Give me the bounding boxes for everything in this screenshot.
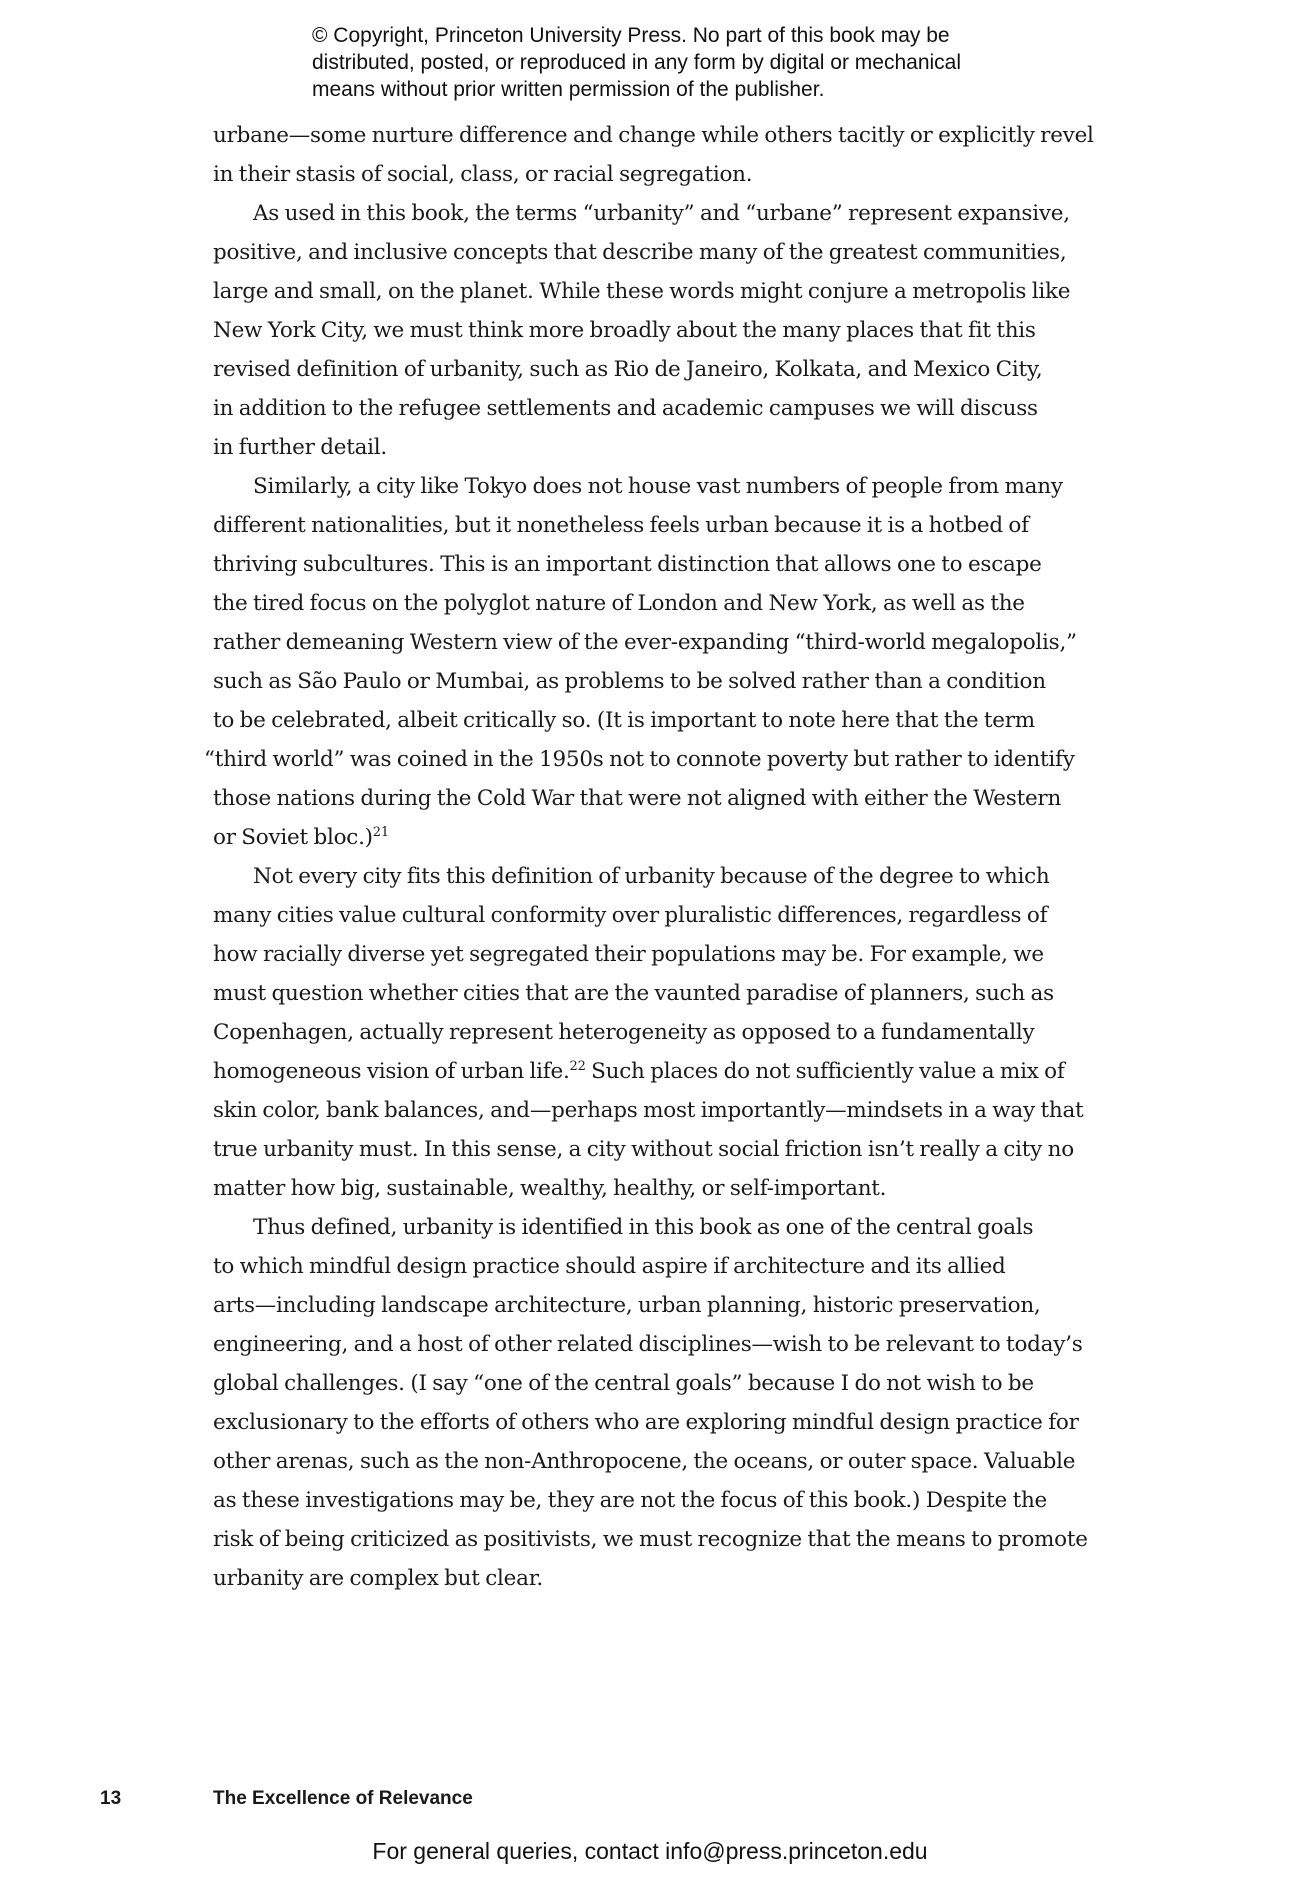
copyright-line: © Copyright, Princeton University Press. No part of this book may be [312,24,950,47]
text-line: as these investigations may be, they are not the focus of this book.) Despite the [213,1488,1048,1513]
text-fragment: homogeneous vision of urban life. [213,1059,570,1084]
text-line: revised definition of urbanity, such as Rio de Janeiro, Kolkata, and Mexico City, [213,357,1043,382]
copyright-notice [312,22,1072,103]
text-line: Copenhagen, actually represent heterogeneity as opposed to a fundamentally [213,1020,1035,1045]
footnote-reference[interactable]: 21 [372,824,389,840]
paragraph-start: Thus defined, urbanity is identified in this book as one of the central goals [253,1215,1034,1240]
text-line: positive, and inclusive concepts that describe many of the greatest communities, [213,240,1067,265]
text-line: such as São Paulo or Mumbai, as problems to be solved rather than a condition [213,669,1046,694]
text-line: rather demeaning Western view of the ever-expanding “third-world megalopolis,” [213,630,1077,655]
text-line: large and small, on the planet. While these words might conjure a metropolis like [213,279,1071,304]
paragraph-start: As used in this book, the terms “urbanity” and “urbane” represent expansive, [253,201,1070,226]
paragraph-start: Similarly, a city like Tokyo does not house vast numbers of people from many [253,474,1063,499]
footnote-reference[interactable]: 22 [569,1058,586,1074]
text-line: different nationalities, but it nonetheless feels urban because it is a hotbed of [213,513,1029,538]
text-line [213,818,1133,857]
text-line: in addition to the refugee settlements and academic campuses we will discuss [213,396,1038,421]
text-line: other arenas, such as the non-Anthropocene, the oceans, or outer space. Valuable [213,1449,1076,1474]
footer-contact-note: For general queries, contact info@press.princeton.edu [372,1838,928,1864]
text-line: to be celebrated, albeit critically so. (It is important to note here that the term [213,708,1035,733]
running-title: The Excellence of Relevance [213,1788,473,1809]
text-line: many cities value cultural conformity over pluralistic differences, regardless of [213,903,1048,928]
text-line: to which mindful design practice should aspire if architecture and its allied [213,1254,1006,1279]
page-number: 13 [100,1788,122,1809]
text-line: risk of being criticized as positivists, we must recognize that the means to promote [213,1527,1088,1552]
copyright-line: means without prior written permission of the publisher. [312,78,825,101]
text-line: thriving subcultures. This is an important distinction that allows one to escape [213,552,1042,577]
text-line: skin color, bank balances, and—perhaps most importantly—mindsets in a way that [213,1098,1084,1123]
text-line: New York City, we must think more broadly about the many places that fit this [213,318,1036,343]
text-line: those nations during the Cold War that were not aligned with either the Western [213,786,1062,811]
text-line: true urbanity must. In this sense, a city without social friction isn’t really a city no [213,1137,1074,1162]
text-line: urbanity are complex but clear. [213,1566,543,1591]
text-line [213,1052,1133,1091]
text-line: global challenges. (I say “one of the central goals” because I do not wish to be [213,1371,1034,1396]
text-line: in further detail. [213,435,387,460]
text-line: “third world” was coined in the 1950s not to connote poverty but rather to identify [204,747,1075,772]
text-line: engineering, and a host of other related disciplines—wish to be relevant to today’s [213,1332,1083,1357]
copyright-line: distributed, posted, or reproduced in any form by digital or mechanical [312,51,962,74]
text-line: in their stasis of social, class, or racial segregation. [213,162,753,187]
text-line: exclusionary to the efforts of others who are exploring mindful design practice for [213,1410,1079,1435]
text-line: the tired focus on the polyglot nature of London and New York, as well as the [213,591,1025,616]
text-line: arts—including landscape architecture, urban planning, historic preservation, [213,1293,1041,1318]
text-fragment: or Soviet bloc.) [213,825,373,850]
text-line: must question whether cities that are the vaunted paradise of planners, such as [213,981,1054,1006]
paragraph-start: Not every city fits this definition of urbanity because of the degree to which [253,864,1050,889]
body-text [204,116,1133,1598]
text-line: matter how big, sustainable, wealthy, healthy, or self-important. [213,1176,887,1201]
text-line: how racially diverse yet segregated their populations may be. For example, we [213,942,1044,967]
text-line: urbane—some nurture difference and change while others tacitly or explicitly revel [213,123,1094,148]
text-fragment: Such places do not sufficiently value a mix of [585,1059,1065,1084]
